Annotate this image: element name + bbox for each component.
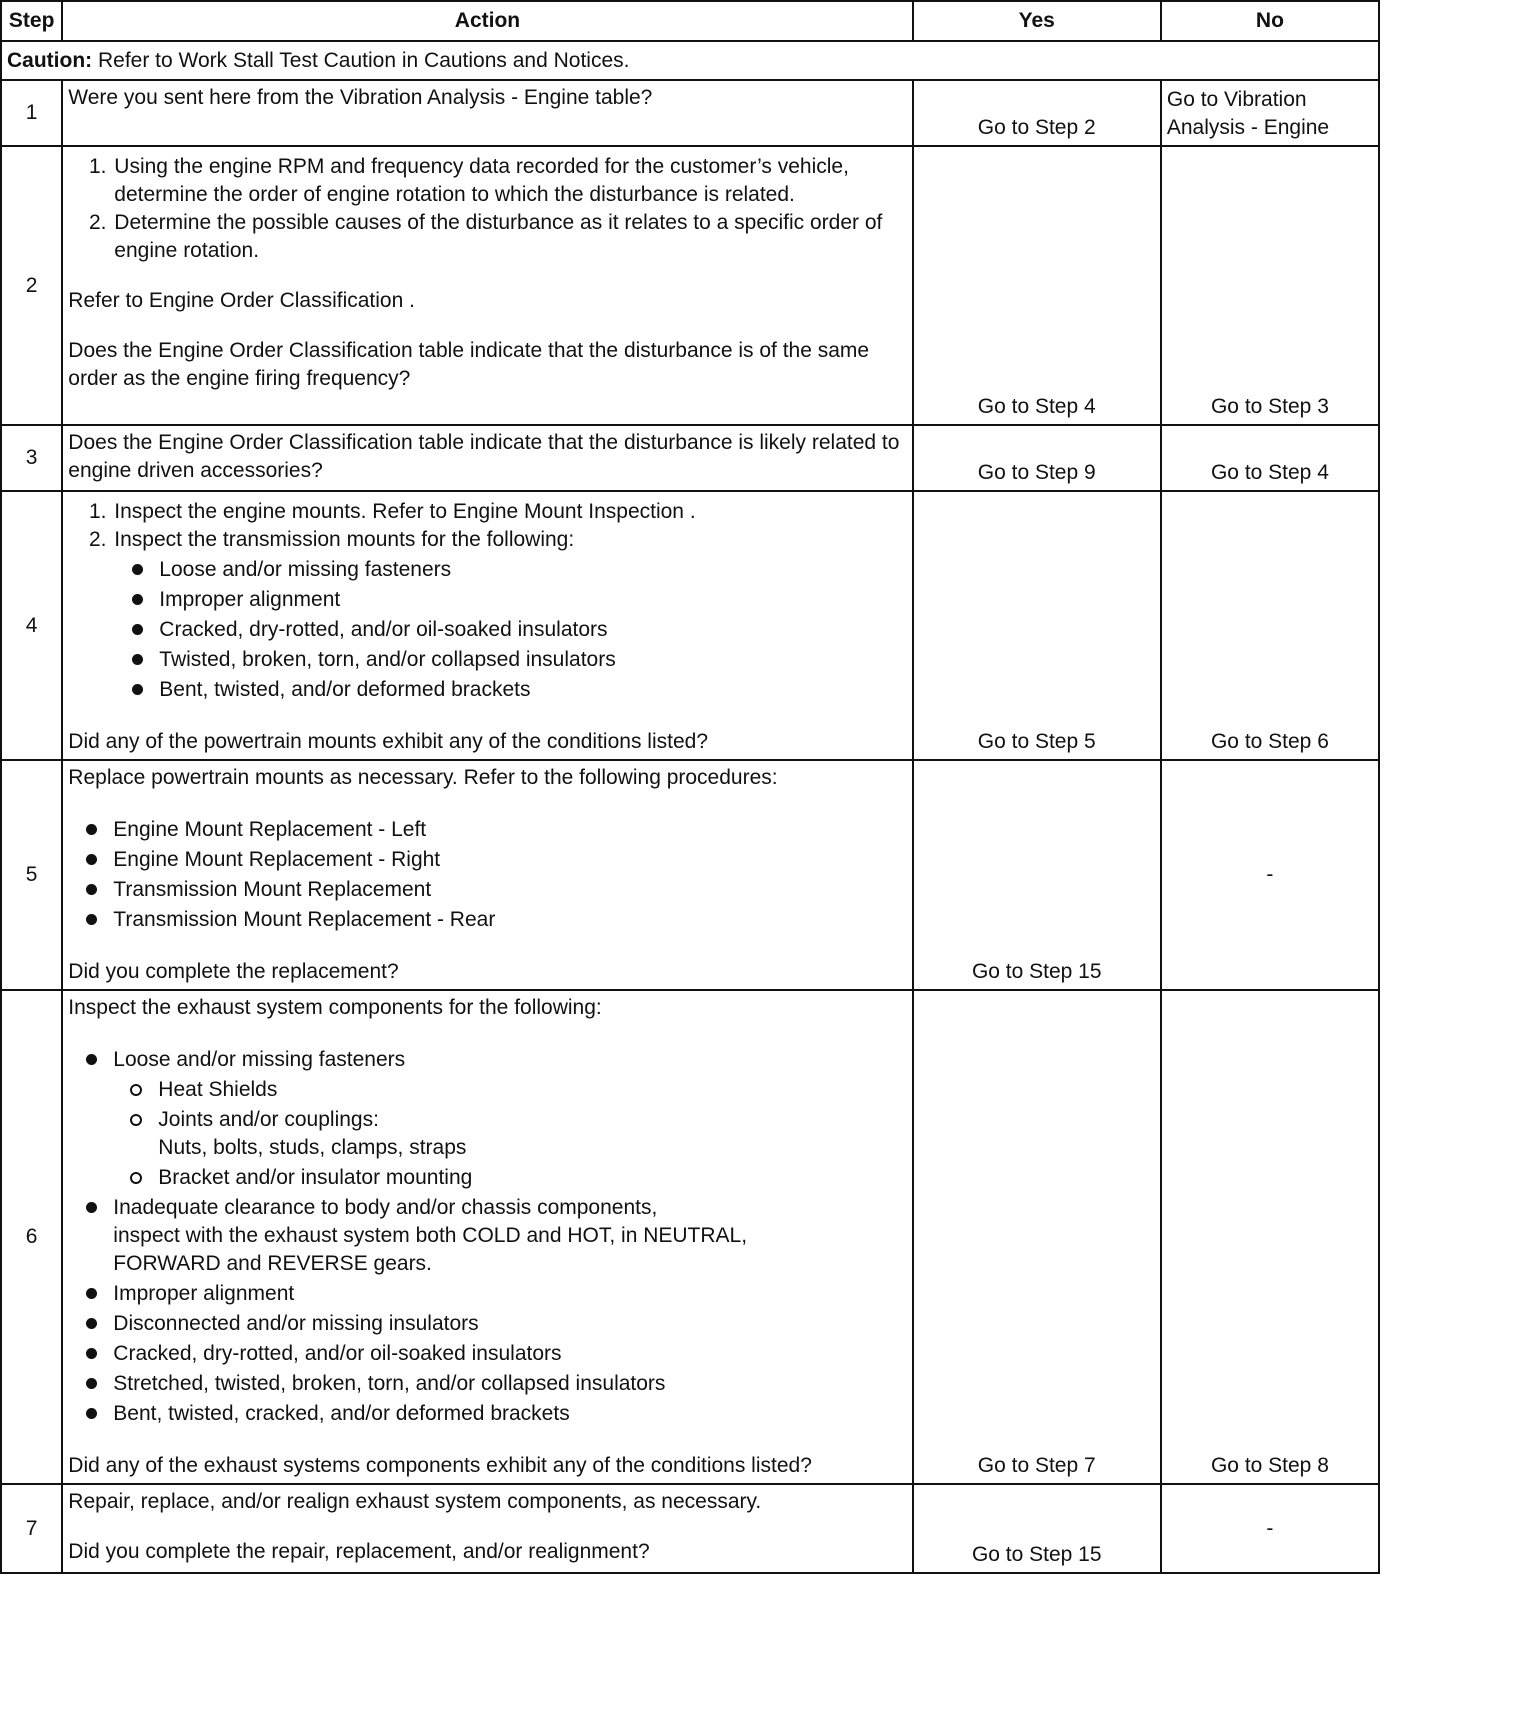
table-row (1, 146, 1379, 425)
sub-bullet-text-cont: Nuts, bolts, studs, clamps, straps (158, 1136, 467, 1159)
question-text: Does the Engine Order Classification table indicate that the disturbance is of the same order as the engine firing frequency? (68, 339, 870, 390)
bullet-item: Disconnected and/or missing insulators (113, 1310, 906, 1338)
bullet-item: Twisted, broken, torn, and/or collapsed insulators (159, 646, 906, 674)
no-link[interactable]: Go to Step 8 (1161, 990, 1379, 1484)
table-row (1, 80, 1379, 146)
action-text: Were you sent here from the Vibration Analysis - Engine table? (68, 86, 653, 109)
table-row (1, 760, 1379, 990)
ordered-list (68, 153, 906, 265)
list-item (112, 526, 906, 704)
bullet-item: Bent, twisted, cracked, and/or deformed brackets (113, 1400, 906, 1428)
bullet-item: Stretched, twisted, broken, torn, and/or collapsed insulators (113, 1370, 906, 1398)
bullet-item: Improper alignment (159, 586, 906, 614)
bullet-list (114, 556, 906, 704)
action-cell (62, 990, 912, 1484)
bullet-item (113, 1194, 906, 1278)
bullet-item: Cracked, dry-rotted, and/or oil-soaked insulators (159, 616, 906, 644)
action-cell (62, 80, 912, 146)
bullet-item[interactable]: Transmission Mount Replacement - Rear (113, 906, 906, 934)
step-number: 7 (1, 1484, 62, 1573)
table-row (1, 425, 1379, 491)
action-cell (62, 146, 912, 425)
no-link-line2: Analysis - Engine (1166, 116, 1330, 139)
no-link[interactable]: Go to Step 3 (1161, 146, 1379, 425)
action-cell (62, 760, 912, 990)
bullet-item: Cracked, dry-rotted, and/or oil-soaked insulators (113, 1340, 906, 1368)
no-link[interactable]: Go to Step 4 (1161, 425, 1379, 491)
header-action: Action (62, 1, 912, 41)
no-link-line1: Go to Vibration (1166, 88, 1307, 111)
action-intro: Inspect the exhaust system components for the following: (68, 996, 602, 1019)
yes-link[interactable]: Go to Step 4 (913, 146, 1161, 425)
bullet-text-cont: inspect with the exhaust system both COLD and HOT, in NEUTRAL, (113, 1224, 748, 1247)
question-text: Did any of the exhaust systems components exhibit any of the conditions listed? (68, 1454, 812, 1477)
bullet-item[interactable]: Engine Mount Replacement - Right (113, 846, 906, 874)
table-row (1, 491, 1379, 760)
list-item: 1. Using the engine RPM and frequency data recorded for the customer’s vehicle, determine the order of engine rotation to which the disturbance is related. (112, 153, 906, 209)
bullet-item: Loose and/or missing fasteners (159, 556, 906, 584)
bullet-item (113, 1046, 906, 1192)
step-number: 5 (1, 760, 62, 990)
question-text: Did you complete the replacement? (68, 960, 399, 983)
table-row (1, 990, 1379, 1484)
header-step: Step (1, 1, 62, 41)
no-value: - (1161, 1484, 1379, 1573)
question-text: Did you complete the repair, replacement, and/or realignment? (68, 1540, 650, 1563)
header-row (1, 1, 1379, 41)
yes-link[interactable]: Go to Step 2 (913, 80, 1161, 146)
list-item (112, 498, 906, 526)
list-item-text: Inspect the engine mounts. Refer to Engine Mount Inspection . (114, 500, 696, 523)
caution-row (1, 41, 1379, 80)
sub-bullet-list (113, 1076, 906, 1192)
caution-text: Refer to Work Stall Test Caution in Cautions and Notices. (98, 48, 630, 72)
list-item-text: Inspect the transmission mounts for the following: (114, 528, 575, 551)
refer-text[interactable]: Refer to Engine Order Classification . (68, 289, 415, 312)
bullet-item: Bent, twisted, and/or deformed brackets (159, 676, 906, 704)
caution-cell (1, 41, 1379, 80)
caution-label: Caution: (7, 48, 93, 72)
sub-bullet-item: Heat Shields (158, 1076, 906, 1104)
step-number: 3 (1, 425, 62, 491)
action-intro: Repair, replace, and/or realign exhaust system components, as necessary. (68, 1490, 762, 1513)
bullet-list (68, 816, 906, 934)
yes-link[interactable]: Go to Step 9 (913, 425, 1161, 491)
table-row (1, 1484, 1379, 1573)
yes-link[interactable]: Go to Step 7 (913, 990, 1161, 1484)
no-value: - (1161, 760, 1379, 990)
sub-bullet-text: Joints and/or couplings: (158, 1108, 379, 1131)
action-cell (62, 1484, 912, 1573)
yes-link[interactable]: Go to Step 5 (913, 491, 1161, 760)
header-no: No (1161, 1, 1379, 41)
step-number: 1 (1, 80, 62, 146)
yes-link[interactable]: Go to Step 15 (913, 760, 1161, 990)
bullet-item: Improper alignment (113, 1280, 906, 1308)
step-number: 2 (1, 146, 62, 425)
action-intro: Replace powertrain mounts as necessary. Refer to the following procedures: (68, 766, 778, 789)
header-yes: Yes (913, 1, 1161, 41)
yes-link[interactable]: Go to Step 15 (913, 1484, 1161, 1573)
action-text: Does the Engine Order Classification table indicate that the disturbance is likely related to engine driven accessories? (68, 431, 900, 482)
bullet-text: Loose and/or missing fasteners (113, 1048, 406, 1071)
bullet-text-cont: FORWARD and REVERSE gears. (113, 1252, 432, 1275)
step-number: 4 (1, 491, 62, 760)
bullet-text: Inadequate clearance to body and/or chassis components, (113, 1196, 658, 1219)
sub-bullet-item: Bracket and/or insulator mounting (158, 1164, 906, 1192)
sub-bullet-item (158, 1106, 906, 1162)
bullet-list (68, 1046, 906, 1428)
question-text: Did any of the powertrain mounts exhibit any of the conditions listed? (68, 730, 708, 753)
bullet-item[interactable]: Engine Mount Replacement - Left (113, 816, 906, 844)
bullet-item[interactable]: Transmission Mount Replacement (113, 876, 906, 904)
action-cell (62, 425, 912, 491)
no-link[interactable] (1161, 80, 1379, 146)
step-number: 6 (1, 990, 62, 1484)
list-item: 2. Determine the possible causes of the disturbance as it relates to a specific order of engine rotation. (112, 209, 906, 265)
no-link[interactable]: Go to Step 6 (1161, 491, 1379, 760)
action-cell (62, 491, 912, 760)
ordered-list (68, 498, 906, 704)
